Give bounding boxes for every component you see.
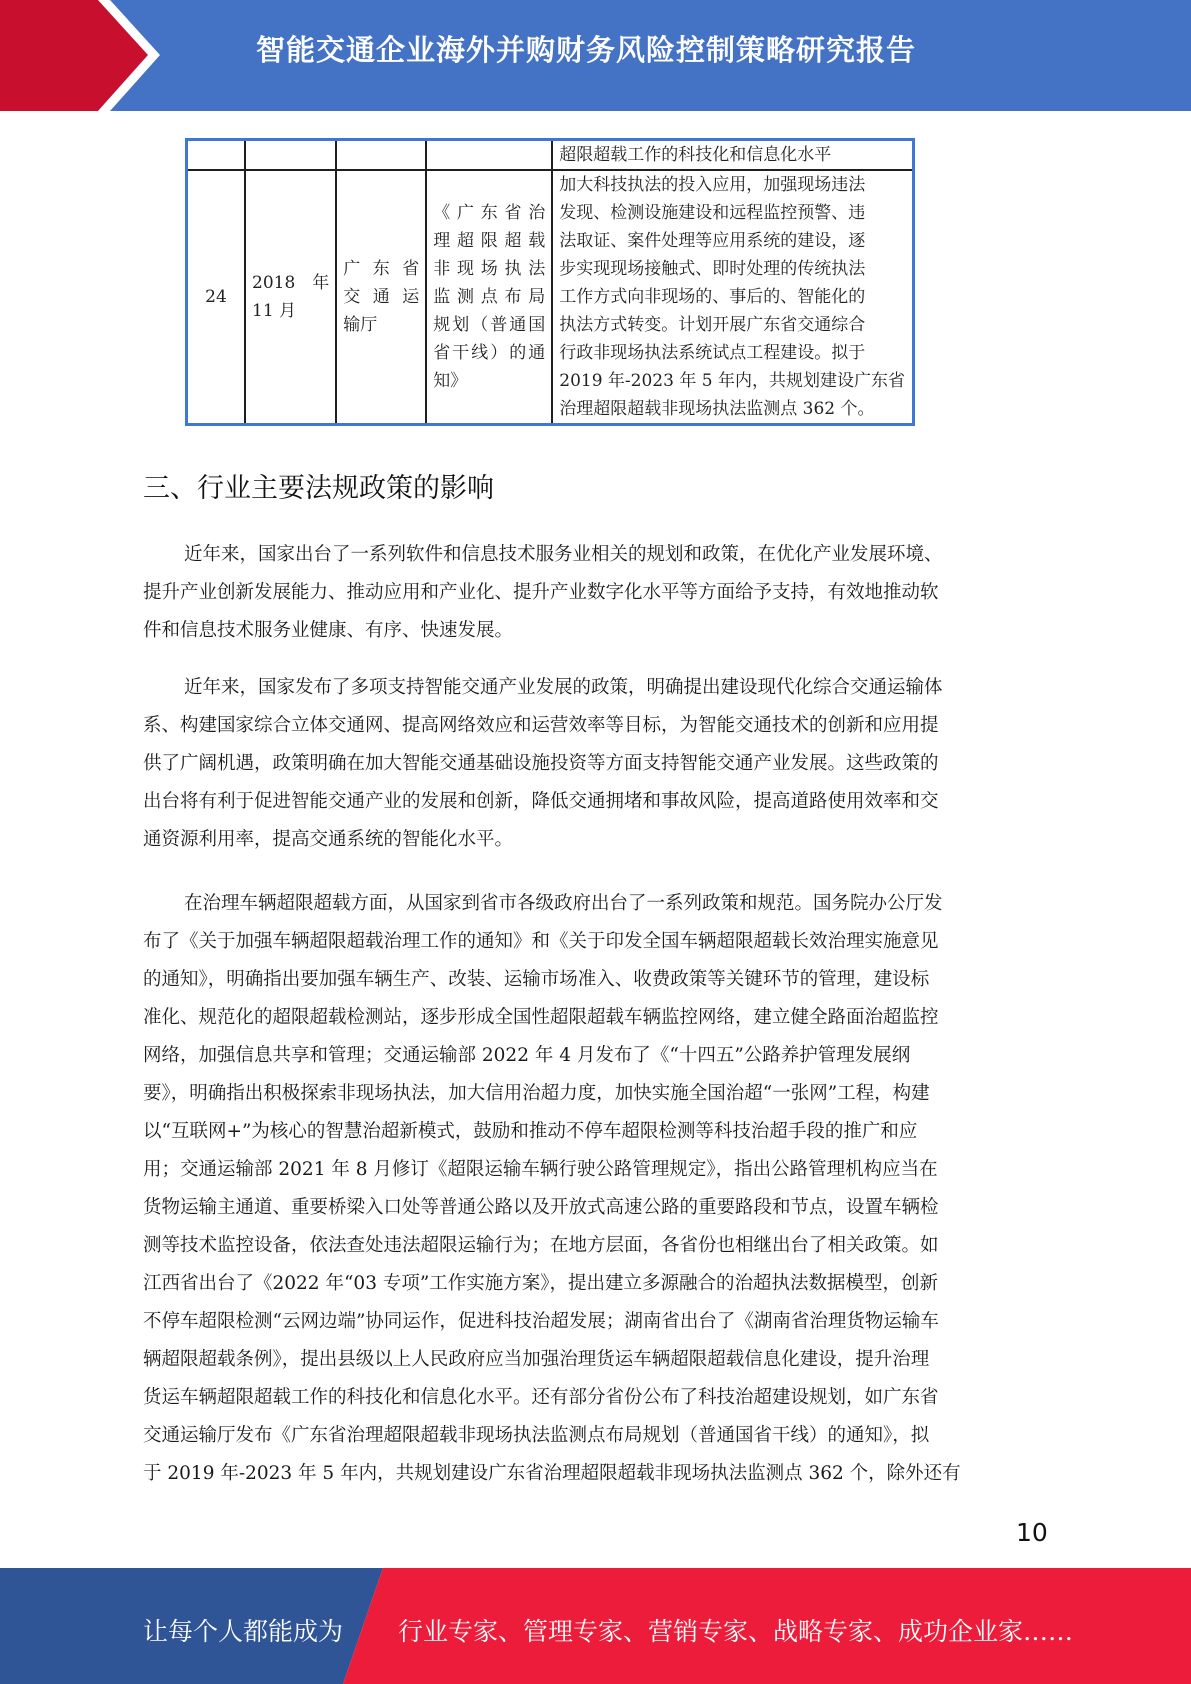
department-line: 广东省	[343, 259, 420, 279]
paragraph-line: 件和信息技术服务业健康、有序、快速发展。	[143, 620, 514, 641]
paragraph-line: 近年来，国家发布了多项支持智能交通产业发展的政策，明确提出建设现代化综合交通运输体	[184, 677, 943, 698]
footer-slogan-right: 行业专家、管理专家、营销专家、战略专家、成功企业家……	[398, 1617, 1074, 1646]
table-row-continued	[187, 140, 914, 171]
paragraph-line: 通资源利用率，提高交通系统的智能化水平。	[143, 829, 514, 850]
policy-table	[185, 138, 915, 426]
policy-title-line: 知》	[433, 371, 468, 391]
paragraph-2	[143, 669, 1048, 859]
paragraph-line: 于 2019 年-2023 年 5 年内，共规划建设广东省治理超限超载非现场执法监测点 362 个，除外还有	[143, 1463, 961, 1484]
description-line: 行政非现场执法系统试点工程建设。拟于	[559, 343, 866, 363]
policy-title-line: 理超限超载	[433, 231, 546, 251]
paragraph-line: 江西省出台了《2022 年“03 专项”工作实施方案》，提出建立多源融合的治超执法数据模型，创新	[143, 1273, 939, 1294]
section-heading: 三、行业主要法规政策的影响	[143, 473, 494, 504]
red-chevron-shape	[0, 0, 148, 111]
table-row	[187, 170, 914, 425]
description-line: 法取证、案件处理等应用系统的建设，逐	[559, 231, 866, 251]
description-line: 执法方式转变。计划开展广东省交通综合	[559, 315, 866, 335]
table-cell	[245, 140, 336, 171]
department-line: 交通运	[343, 287, 420, 307]
table-cell	[336, 140, 426, 171]
department-cell	[336, 170, 426, 425]
paragraph-3	[143, 885, 1048, 1493]
paragraph-line: 的通知》，明确指出要加强车辆生产、改装、运输市场准入、收费政策等关键环节的管理，建设标	[143, 969, 930, 990]
paragraph-line: 布了《关于加强车辆超限超载治理工作的通知》和《关于印发全国车辆超限超载长效治理实施意见	[143, 931, 939, 952]
paragraph-line: 用；交通运输部 2021 年 8 月修订《超限运输车辆行驶公路管理规定》，指出公路管理机构应当在	[143, 1159, 938, 1180]
page-number: 10	[1016, 1518, 1048, 1547]
policy-description-cell	[552, 170, 913, 425]
department-line: 输厅	[343, 315, 378, 335]
paragraph-line: 近年来，国家出台了一系列软件和信息技术服务业相关的规划和政策，在优化产业发展环境、	[184, 544, 943, 565]
policy-title-line: 省干线）的通	[433, 343, 546, 363]
footer-slogan-left: 让每个人都能成为	[143, 1617, 344, 1646]
paragraph-line: 交通运输厅发布《广东省治理超限超载非现场执法监测点布局规划（普通国省干线）的通知》，拟	[143, 1425, 930, 1446]
paragraph-line: 货运车辆超限超载工作的科技化和信息化水平。还有部分省份公布了科技治超建设规划，如广东省	[143, 1387, 939, 1408]
page-header	[0, 0, 1191, 111]
paragraph-line: 网络，加强信息共享和管理；交通运输部 2022 年 4 月发布了《“十四五”公路养护管理发展纲	[143, 1045, 911, 1066]
paragraph-line: 系、构建国家综合立体交通网、提高网络效应和运营效率等目标，为智能交通技术的创新和应用提	[143, 715, 939, 736]
paragraph-line: 货物运输主通道、重要桥梁入口处等普通公路以及开放式高速公路的重要路段和节点，设置车辆检	[143, 1197, 939, 1218]
description-line: 治理超限超载非现场执法监测点 362 个。	[559, 399, 875, 419]
paragraph-line: 出台将有利于促进智能交通产业的发展和创新，降低交通拥堵和事故风险，提高道路使用效率和交	[143, 791, 939, 812]
date-line: 2018 年	[252, 273, 330, 293]
page-footer	[0, 1568, 1191, 1684]
row-number-cell: 24	[187, 170, 246, 425]
description-line: 工作方式向非现场的、事后的、智能化的	[559, 287, 866, 307]
policy-title-line: 监测点布局	[433, 287, 546, 307]
paragraph-line: 以“互联网+”为核心的智慧治超新模式，鼓励和推动不停车超限检测等科技治超手段的推广和应	[143, 1121, 918, 1142]
policy-title-line: 《广东省治	[433, 203, 546, 223]
date-line: 11 月	[252, 301, 297, 321]
description-line: 发现、检测设施建设和远程监控预警、违	[559, 203, 866, 223]
date-cell	[245, 170, 336, 425]
policy-title-line: 规划（普通国	[433, 315, 546, 335]
paragraph-line: 提升产业创新发展能力、推动应用和产业化、提升产业数字化水平等方面给予支持，有效地推动软	[143, 582, 939, 603]
paragraph-line: 供了广阔机遇，政策明确在加大智能交通基础设施投资等方面支持智能交通产业发展。这些政策的	[143, 753, 939, 774]
paragraph-line: 辆超限超载条例》，提出县级以上人民政府应当加强治理货运车辆超限超载信息化建设，提升治理	[143, 1349, 930, 1370]
table-cell	[426, 140, 552, 171]
description-line: 2019 年-2023 年 5 年内，共规划建设广东省	[559, 371, 905, 391]
description-line: 步实现现场接触式、即时处理的传统执法	[559, 259, 866, 279]
policy-title-line: 非现场执法	[433, 259, 546, 279]
paragraph-line: 测等技术监控设备，依法查处违法超限运输行为；在地方层面，各省份也相继出台了相关政策。如	[143, 1235, 939, 1256]
table-cell	[187, 140, 246, 171]
description-line: 加大科技执法的投入应用，加强现场违法	[559, 175, 866, 195]
paragraph-1	[143, 536, 1048, 650]
paragraph-line: 要》，明确指出积极探索非现场执法，加大信用治超力度，加快实施全国治超“一张网”工程，构建	[143, 1083, 930, 1104]
policy-title-cell	[426, 170, 552, 425]
table-cell-desc: 超限超载工作的科技化和信息化水平	[552, 140, 913, 171]
report-title: 智能交通企业海外并购财务风险控制策略研究报告	[256, 33, 917, 67]
paragraph-line: 不停车超限检测“云网边端”协同运作，促进科技治超发展；湖南省出台了《湖南省治理货物运输车	[143, 1311, 939, 1332]
paragraph-line: 准化、规范化的超限超载检测站，逐步形成全国性超限超载车辆监控网络，建立健全路面治超监控	[143, 1007, 939, 1028]
paragraph-line: 在治理车辆超限超载方面，从国家到省市各级政府出台了一系列政策和规范。国务院办公厅发	[184, 893, 943, 914]
